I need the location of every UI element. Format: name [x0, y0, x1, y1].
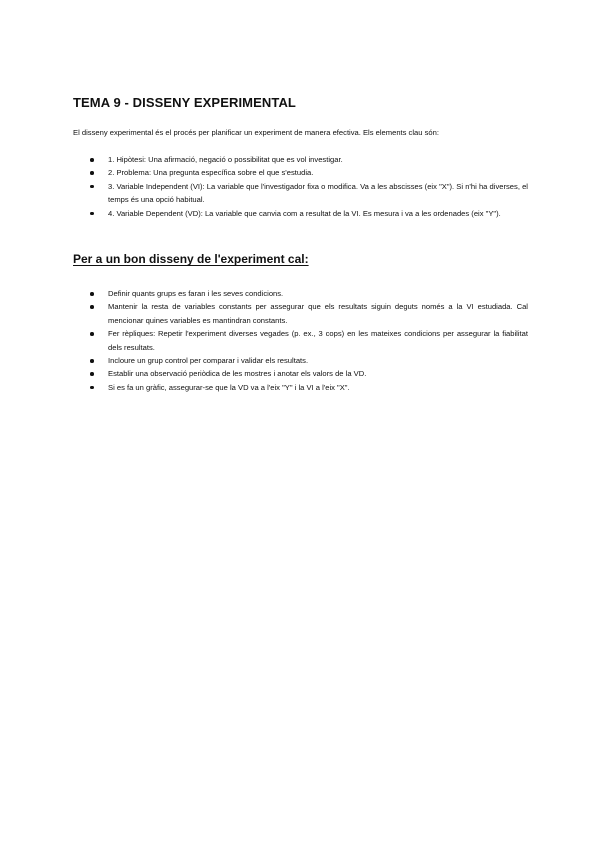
list-item — [73, 180, 528, 207]
list-item-text: Incloure un grup control per comparar i validar els resultats. — [108, 356, 309, 366]
bullet-icon — [90, 305, 94, 309]
bullet-icon — [90, 386, 94, 390]
list-item-text: 2. Problema: Una pregunta específica sobre el que s'estudia. — [108, 168, 314, 178]
bullet-icon — [90, 372, 94, 376]
bullet-icon — [90, 158, 94, 162]
section-heading: Per a un bon disseny de l'experiment cal: — [73, 252, 309, 266]
list-item-text: Establir una observació periòdica de les mostres i anotar els valors de la VD. — [108, 369, 367, 379]
list-item — [73, 153, 528, 166]
list-item — [73, 381, 528, 394]
list-item-text: 1. Hipòtesi: Una afirmació, negació o possibilitat que es vol investigar. — [108, 155, 343, 164]
bullet-icon — [90, 171, 94, 175]
list-item-text: 3. Variable Independent (VI): La variable que l'investigador fixa o modifica. Va a les abscisses (eix "X"). Si n'hi ha diverses, el temps és una opció habitual. — [108, 181, 528, 205]
bullet-icon — [90, 185, 94, 189]
elements-list — [73, 153, 528, 220]
list-item — [73, 367, 528, 380]
list-item — [73, 300, 528, 327]
requirements-list — [73, 287, 528, 394]
list-item — [73, 207, 528, 220]
bullet-icon — [90, 359, 94, 363]
list-item — [73, 354, 528, 367]
list-item-text: Definir quants grups es faran i les seves condicions. — [108, 289, 284, 298]
page-title: TEMA 9 - DISSENY EXPERIMENTAL — [73, 95, 296, 110]
list-item-text: Fer rèpliques: Repetir l'experiment diverses vegades (p. ex., 3 cops) en les mateixes condicions per assegurar la fiabilitat dels resultats. — [108, 329, 528, 352]
list-item — [73, 166, 528, 179]
bullet-icon — [90, 212, 94, 216]
list-item — [73, 287, 528, 300]
list-item-text: Si es fa un gràfic, assegurar-se que la VD va a l'eix "Y" i la VI a l'eix "X". — [108, 382, 350, 392]
list-item-text: Mantenir la resta de variables constants per assegurar que els resultats siguin deguts només a la VI estudiada. Cal mencionar quines variables es mantindran constants. — [108, 302, 528, 325]
bullet-icon — [90, 332, 94, 336]
bullet-icon — [90, 292, 94, 296]
list-item-text: 4. Variable Dependent (VD): La variable que canvia com a resultat de la VI. Es mesura i va a les ordenades (eix "Y"). — [108, 208, 501, 218]
intro-paragraph: El disseny experimental és el procés per planificar un experiment de manera efectiva. Els elements clau són: — [73, 128, 439, 137]
list-item — [73, 327, 528, 354]
